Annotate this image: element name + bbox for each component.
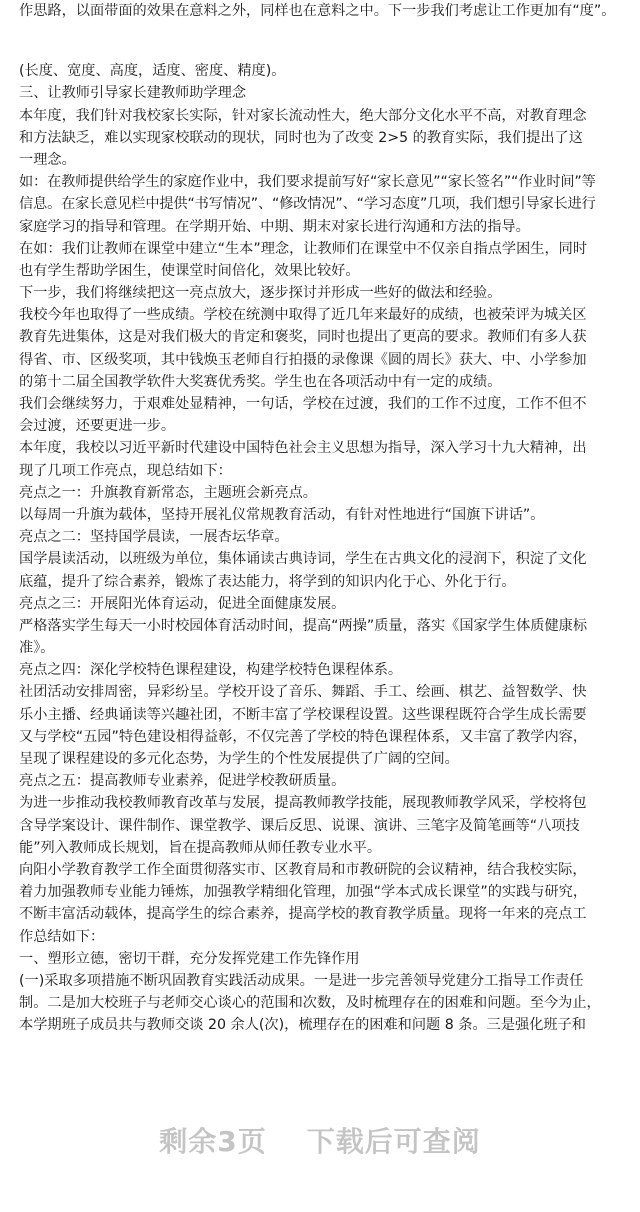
doc-line-1: 作思路，以面带面的效果在意料之外，同样也在意料之中。下一步我们考虑让工作更加有“度”。 — [19, 3, 616, 19]
doc-line-19: 本年度，我校以习近平新时代建设中国特色社会主义思想为指导，深入学习十九大精神，出 — [19, 440, 587, 457]
download-hint-label: 下载后可查阅 — [306, 1125, 481, 1158]
doc-line-24: 国学晨读活动，以班级为单位，集体诵读古典诗词，学生在古典文化的浸润下，积淀了文化 — [19, 551, 587, 568]
doc-line-14: 教育先进集体，这是对我们极大的肯定和褒奖，同时也提出了更高的要求。教师们有多人获 — [19, 329, 587, 346]
doc-line-11: 也有学生帮助学困生，使课堂时间倍化，效果比较好。 — [19, 262, 360, 279]
doc-line-9: 家庭学习的指导和管理。在学期开始、中期、期末对家长进行沟通和方法的指导。 — [19, 218, 530, 235]
doc-line-27: 严格落实学生每天一小时校园体育活动时间，提高“两操”质量，落实《国家学生体质健康标 — [19, 617, 588, 634]
doc-line-32: 又与学校“五园”特色建设相得益彰，不仅完善了学校的特色课程体系，又丰富了教学内容， — [19, 728, 588, 745]
doc-line-8: 信息。在家长意见栏中提供“书写情况”、“修改情况”、“学习态度”几项，我们想引导家长进行 — [19, 196, 596, 213]
doc-line-16: 的第十二届全国教学软件大奖赛优秀奖。学生也在各项活动中有一定的成绩。 — [19, 373, 502, 390]
remaining-pages-label: 剩余3页 — [159, 1125, 267, 1158]
doc-line-39: 着力加强教师专业能力锤炼，加强教学精细化管理，加强“学本式成长课堂”的实践与研究， — [19, 884, 588, 901]
doc-line-43: (一)采取多项措施不断巩固教育实践活动成果。一是进一步完善领导党建分工指导工作责任 — [19, 972, 584, 989]
section-heading: 三、让教师引导家长建教师助学理念 — [19, 85, 247, 102]
paragraph-gap — [19, 22, 625, 60]
doc-line-10: 在如：我们让教师在课堂中建立“生本”理念，让教师们在课堂中不仅亲自指点学困生，同时 — [19, 240, 588, 257]
doc-line-2: (长度、宽度、高度，适度、密度、精度)。 — [19, 63, 286, 80]
doc-line-25: 底蕴，提升了综合素养，锻炼了表达能力，将学到的知识内化于心、外化于行。 — [19, 573, 516, 590]
doc-line-13: 我校今年也取得了一些成绩。学校在统测中取得了近几年来最好的成绩，也被荣评为城关区 — [19, 307, 587, 324]
remaining-pages-banner[interactable] — [0, 1122, 640, 1162]
doc-line-12: 下一步，我们将继续把这一亮点放大，逐步探讨并形成一些好的做法和经验。 — [19, 285, 502, 302]
doc-line-17: 我们会继续努力，于艰难处显精神，一句话，学校在过渡，我们的工作不过度，工作不但不 — [19, 396, 587, 412]
doc-line-28: 准》。 — [19, 640, 55, 657]
doc-line-20: 现了几项工作亮点，现总结如下： — [19, 462, 232, 479]
highlight-heading-1: 亮点之一：升旗教育新常态，主题班会新亮点。 — [19, 484, 317, 501]
document-body — [19, 0, 625, 1036]
doc-line-44: 制。二是加大校班子与老师交心谈心的范围和次数，及时梳理存在的困难和问题。至今为止， — [19, 995, 601, 1012]
doc-line-38: 向阳小学教育教学工作全面贯彻落实市、区教育局和市教研院的会议精神，结合我校实际， — [19, 861, 587, 878]
doc-line-6: 一理念。 — [19, 151, 76, 168]
doc-line-33: 呈现了课程建设的多元化态势，为学生的个性发展提供了广阔的空间。 — [19, 751, 459, 767]
doc-line-30: 社团活动安排周密，异彩纷呈。学校开设了音乐、舞蹈、手工、绘画、棋艺、益智数学、快 — [19, 684, 587, 701]
doc-line-40: 不断丰富活动载体，提高学生的综合素养，提高学校的教育教学质量。现将一年来的亮点工 — [19, 906, 587, 923]
section-heading-party: 一、塑形立德，密切干群，充分发挥党建工作先锋作用 — [19, 950, 360, 967]
doc-line-41: 作总结如下： — [19, 928, 105, 945]
doc-line-45: 本学期班子成员共与教师交谈 20 余人(次)，梳理存在的困难和问题 8 条。三是强化班子和 — [19, 1017, 586, 1034]
highlight-heading-2: 亮点之二：坚持国学晨读，一展杏坛华章。 — [19, 529, 289, 546]
doc-line-36: 含导学案设计、课件制作、课堂教学、课后反思、说课、演讲、三笔字及简笔画等“八项技 — [19, 817, 580, 834]
doc-line-18: 会过渡，还要更进一步。 — [19, 418, 176, 435]
doc-line-31: 乐小主播、经典诵读等兴趣社团，不断丰富了学校课程设置。这些课程既符合学生成长需要 — [19, 706, 587, 723]
doc-line-7: 如：在教师提供给学生的家庭作业中，我们要求提前写好“家长意见”“家长签名”“作业时间”等 — [19, 174, 596, 191]
highlight-heading-4: 亮点之四：深化学校特色课程建设，构建学校特色课程体系。 — [19, 662, 403, 679]
doc-line-15: 得省、市、区级奖项，其中钱焕玉老师自行拍摄的录像课《圆的周长》获大、中、小学参加 — [19, 351, 587, 368]
doc-line-4: 本年度，我们针对我校家长实际，针对家长流动性大，绝大部分文化水平不高，对教育理念 — [19, 107, 587, 124]
doc-line-22: 以每周一升旗为载体，坚持开展礼仪常规教育活动，有针对性地进行“国旗下讲话”。 — [19, 506, 545, 523]
doc-line-35: 为进一步推动我校教师教育改革与发展，提高教师教学技能，展现教师教学风采，学校将包 — [19, 795, 587, 812]
highlight-heading-3: 亮点之三：开展阳光体育运动，促进全面健康发展。 — [19, 595, 346, 612]
highlight-heading-5: 亮点之五：提高教师专业素养，促进学校教研质量。 — [19, 773, 346, 790]
doc-line-37: 能”列入教师成长规划，旨在提高教师从师任教专业水平。 — [19, 839, 382, 856]
doc-line-5: 和方法缺乏，难以实现家校联动的现状，同时也为了改变 2>5 的教育实际，我们提出了这 — [19, 129, 583, 146]
